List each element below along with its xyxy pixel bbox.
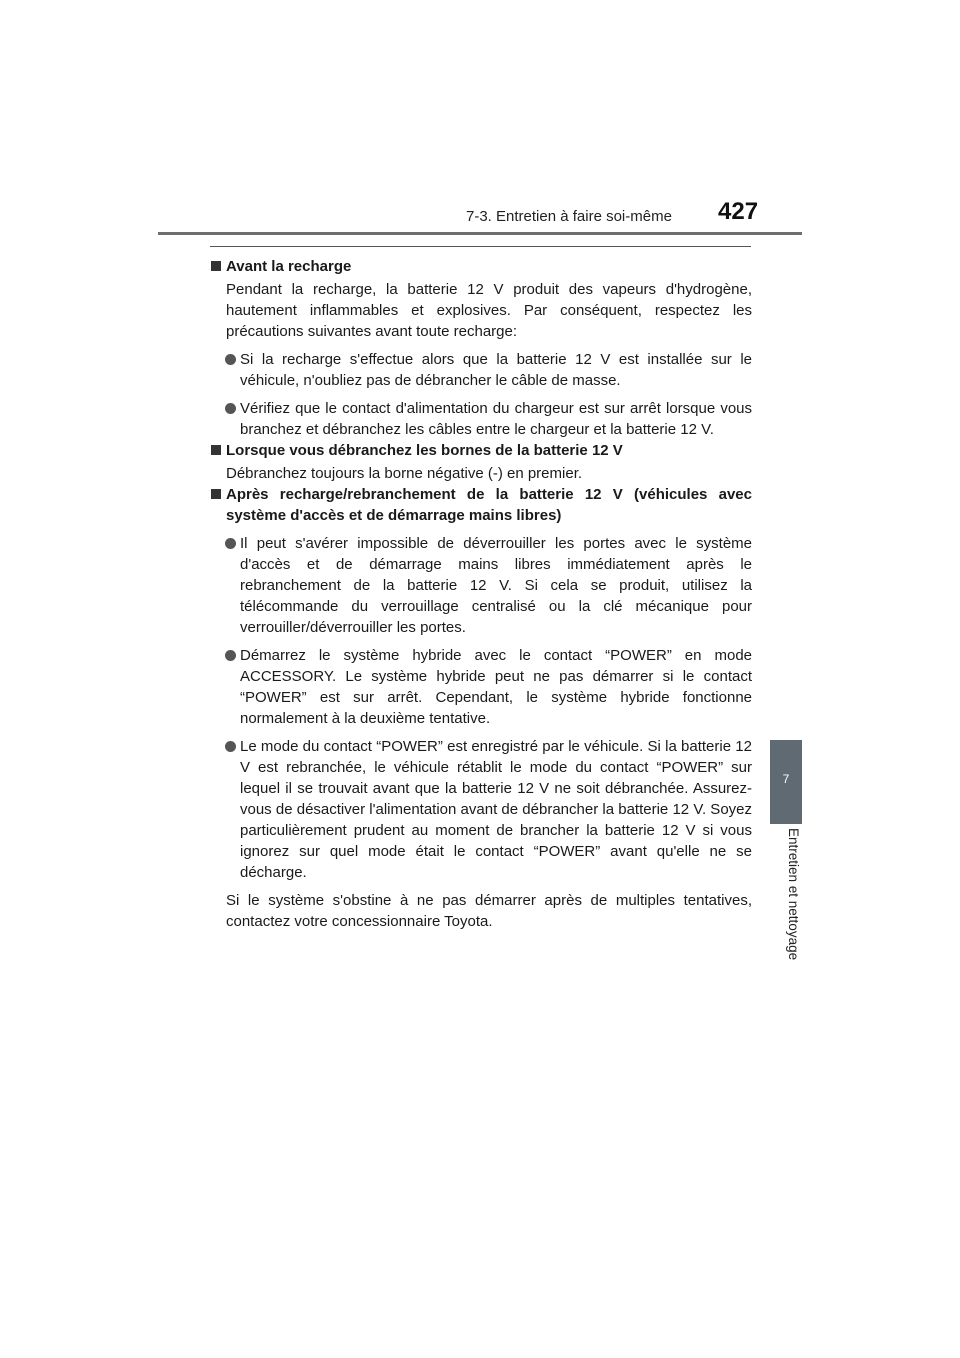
section-after-recharge (210, 484, 752, 932)
round-bullet-icon (225, 354, 236, 365)
section-heading: Après recharge/rebranchement de la batterie 12 V (véhicules avec système d'accès et de démarrage mains libres) (210, 484, 752, 526)
closing-paragraph: Si le système s'obstine à ne pas démarrer après de multiples tentatives, contactez votre concessionnaire Toyota. (226, 892, 752, 930)
round-bullet-icon (225, 741, 236, 752)
section-paragraph: Pendant la recharge, la batterie 12 V produit des vapeurs d'hydrogène, hautement inflammables et explosives. Par conséquent, respectez les précautions suivantes avant toute recharge: (226, 281, 752, 340)
list-item: Il peut s'avérer impossible de déverrouiller les portes avec le système d'accès et de démarrage mains libres immédiatement après le rebranchement de la batterie 12 V. Si cela se produit, utilisez la télécommande du verrouillage centralisé ou la clé mécanique pour verrouiller/déverrouiller les portes. (210, 533, 752, 638)
page-number: 427 (718, 198, 759, 225)
section-heading: Lorsque vous débranchez les bornes de la batterie 12 V (210, 440, 752, 461)
round-bullet-icon (225, 538, 236, 549)
section-disconnecting-terminals (210, 440, 752, 484)
square-bullet-icon (211, 445, 221, 455)
chapter-tab-number: 7 (782, 772, 790, 786)
section-paragraph: Débranchez toujours la borne négative (-) en premier. (226, 465, 583, 482)
page-content (210, 256, 752, 932)
content-divider (210, 246, 751, 247)
header-divider (158, 232, 802, 235)
square-bullet-icon (211, 489, 221, 499)
section-title: 7-3. Entretien à faire soi-même (466, 208, 672, 225)
list-item: Si la recharge s'effectue alors que la batterie 12 V est installée sur le véhicule, n'oubliez pas de débrancher le câble de masse. (210, 349, 752, 391)
round-bullet-icon (225, 403, 236, 414)
round-bullet-icon (225, 650, 236, 661)
list-item: Vérifiez que le contact d'alimentation du chargeur est sur arrêt lorsque vous branchez et débranchez les câbles entre le chargeur et la batterie 12 V. (210, 398, 752, 440)
list-item: Démarrez le système hybride avec le contact “POWER” en mode ACCESSORY. Le système hybride peut ne pas démarrer si le contact “POWER” est sur arrêt. Cependant, le système hybride fonctionne normalement à la deuxième tentative. (210, 645, 752, 729)
section-heading: Avant la recharge (210, 256, 752, 277)
square-bullet-icon (211, 261, 221, 271)
chapter-label: Entretien et nettoyage (786, 828, 801, 961)
list-item: Le mode du contact “POWER” est enregistré par le véhicule. Si la batterie 12 V est rebranchée, le véhicule rétablit le mode du contact “POWER” sur lequel il se trouvait avant que la batterie 12 V ne soit débranchée. Assurez-vous de désactiver l'alimentation avant de débrancher la batterie 12 V. Soyez particulièrement prudent au moment de brancher la batterie 12 V si vous ignorez sur quel mode était le contact “POWER” avant qu'elle ne se décharge. (210, 736, 752, 883)
section-before-charging (210, 256, 752, 440)
